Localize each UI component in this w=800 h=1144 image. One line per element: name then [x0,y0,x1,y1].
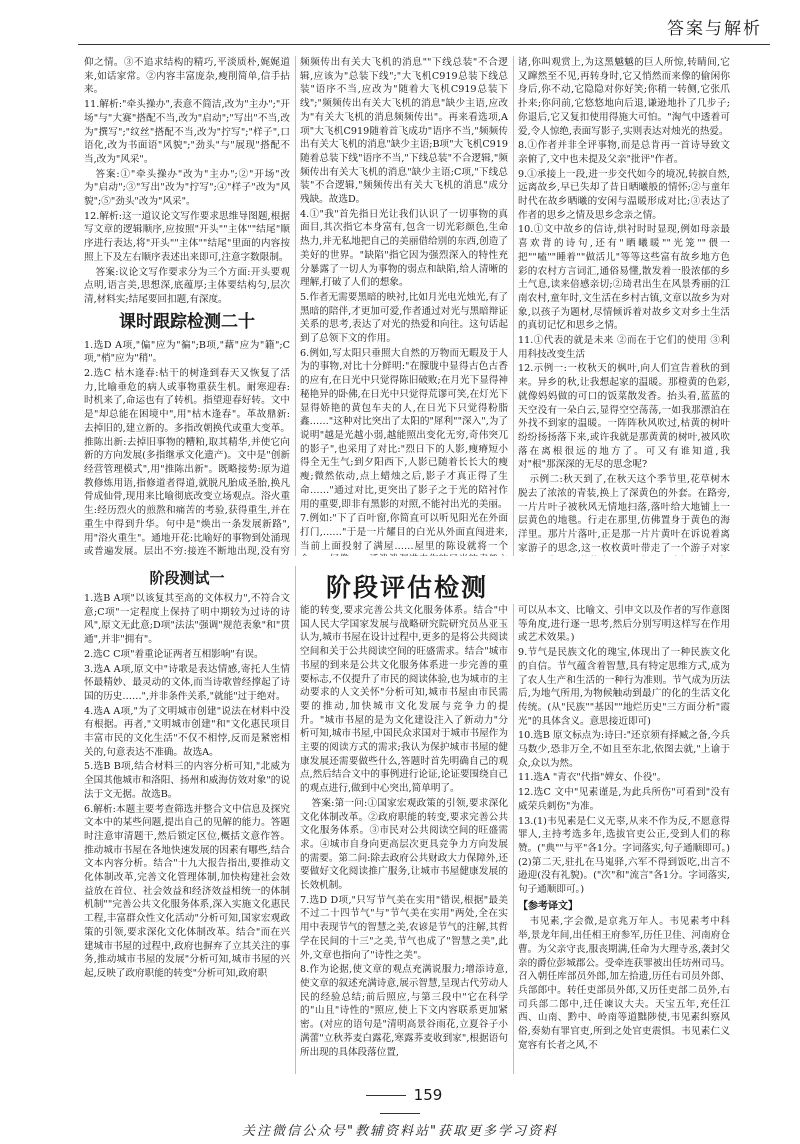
question-9: 9.节气是民族文化的瑰宝,体现出了一种民族文化的自信。节气蕴含着智慧,具有特定思维方式,成为了农人生产和生活的一种行为准则。节气成为历法后,为地气所用,为物候触动到最广的化的生活文化传统。(从"民族""基因""地烂历史"三方面分析"霞光"的具体含义。意思接近即可) [518,647,730,727]
reference-translation: 韦见素,字会微,是京兆万年人。韦见素考中科举,景龙年间,出任相王府参军,历任卫佳、河南府仓曹。为父亲守丧,服丧期满,任命为大理寺丞,袭封父亲的爵位彭城郡公。受牵连获罪被出任坊州司马。召入朝任库部员外郎,加左拾遗,历任右司员外郎、兵部郎中。转任吏部员外郎,又历任吏部二员外,右司兵部二郎中,迁任谏议大夫。天宝五年,充任江西、山南、黔中、岭南等道黜陟使,韦见素纠察风俗,奏劾有罪官吏,所到之处官吏震惧。韦见素仁义宽容有长者之风,不 [518,916,730,1051]
column-divider [295,56,296,556]
question-7: 7.例如:"下了百叶窗,你简直可以听见阳光在外面打门,……"于是一片耀目的白光从外面直闯进来,当前上面投射了满屋……屋里的陈设就将一个 [300,513,508,552]
dash-left [366,1095,406,1096]
question-11-answer: 答案:①"牵头操办"改为"主办";②"开场"改为"启动";③"写出"改为"拧写";④"样子"改为"风貌";⑤"劲头"改为"风采"。 [84,168,290,208]
question-8: 8.①作者并非全评事物,而是总肯再一首诗导致文亲俯了,文中也未提及父亲"批评"作者。 [518,140,730,165]
question-4: 4.①"我"首先指日光让我们认识了一切事物的真面目,其次指它本身富有,包含一切光彩颜色,生命热力,并无私地把自己的美丽借给别的东西,创造了美好的世界。"缺陷"指它因为强烈深入的特性充分暴露了一切人为事物的弱点和缺陷,给人清晰的理解,打破了人们的想象。 [300,208,508,289]
question-12-analysis: 12.解析:这一道议论文写作要求思维导图题,根据写文章的逻辑顺序,应按照"开头""主体""结尾"顺序进行表达,将"开头""主体""结尾"里面的内容按照上下及左右顺序表述出来即可,注意字数限制。 [84,210,290,263]
column-divider [513,56,514,556]
question-11-analysis: 11.解析:"牵头操办",表意不简洁,改为"主办";"开场"与"大赛"搭配不当,改为"启动";"写出"不当,改为"撰写";"纹丝"搭配不当,改为"拧写";"样子",口语化,改为书面语"风貌";"劲头"与"展现"搭配不当,改为"风采"。 [84,99,290,165]
question-1: 1.选D A项,"偏"应为"徧";B项,"藉"应为"籍";C项,"梢"应为"稍"。 [84,339,290,365]
text-block: 能的转变,要求完善公共文化服务体系。结合"中国人民大学国家发展与战略研究院研究员丛亚玉认为,城市书屋在设计过程中,更多的是将公共阅读空间和关于公共阅读空间的旺盛需求。结合"城市书屋的到来是公共文化服务体系进一步完善的重要标志,不仅提升了市民的阅读体验,也为城市的主动要求的人文关怀"分析可知,城市书屋由市民需要的推动,加快城市文化发展与竞争力的提升。"城市书屋的是为文化建设注入了新动力"分析可知,城市书屋,中国民众求国对于城市书屋作为主要的阅读方式的需求;我认为保护城市书屋的健康发展还需要做些什么,答题时首先明确自己的观点,然后结合文中的事例进行论证,论证要围绕自己的观点进行,做到中心突出,简单明了。 [300,605,508,795]
question-13: 13.(1)韦见素是仁义无辜,从来不作为反,不愿意得罪人,主持考选多年,选拔官吏公正,受到人们的称赞。("典""与平"各1分。字词落实,句子通顺即可。)(2)第二天,驻扎在马嵬驿,六军不得到饭吃,出言不逊迎(没有礼貌)。("次"和"流言"各1分。字词落实,句子通顺即可。) [518,815,730,896]
question-12-answer: 答案:议论文写作要求分为三个方面:开头要观点明,语言美,思想深,底蕴厚;主体要结构匀,层次清,材料实;结尾要回扣题,有深度。 [84,266,290,305]
column-2-bottom [300,604,508,1074]
column-2-top [300,56,508,556]
question-1: 1.选B A项"以该复其至高的文体权力",不符合文意;C项"一定程度上保持了明中期较为过诗的诗风",原文无此意;D项"法法"强调"规范表象"和"贯通",并非"拥有"。 [84,593,290,646]
column-divider [513,604,514,1074]
question-11: 11.选A "青衣"代指"婢女、仆役"。 [518,772,667,784]
text-block: 诸,你叫观赏上,为这黑魆魆的巨人所惊,转睛间,它又蹿然至不见,再转身时,它又悄然而来像的偷闲你身后,你不动,它隐隐对你好笑;你稍一转侧,它张爪扑来;你问前,它悠悠地向后退,谦逊地扑了几步子;你退后,它又复扣使用得施大可怕。"淘气中透着可爱,令人惊绝,表面写影子,实则表达对烛光的热爱。 [518,57,730,137]
question-2: 2.选C 枯木逢春:枯干的树逢到春天又恢复了活力,比喻垂危的病人或事物重获生机。耐寒迎春:时机来了,命运也有了转机。指望迎春好转。文中是"却总能在困境中",用"枯木逢春"。革故鼎新:去掉旧的,建立新的。多指改朝换代或重大变革。推陈出新:去掉旧事物的糟粕,取其精华,并使它向新的方向发展(多指继承文化遗产)。文中是"创新经营管理模式",用"推陈出新"。既略接势:原为道教修炼用语,指修道者得道,就脱凡胎成圣胎,换凡骨成仙骨,现用来比喻彻底改变立场观点。浴火重生:经历烈火的煎熬和痛苦的考验,获得重生,并在重生中得到升华。句中是"焕出一条发展新路",用"浴火重生"。通地开花:比喻好的事物到处涌现或普遍发展。层出不穷:接连不断地出现,没有穷 [84,368,290,556]
page-number-text: 159 [413,1086,443,1104]
question-6: 6.解析:本题主要考查筛选并整合文中信息及探究文本中的某些问题,提出自己的见解的能力。答题时注意审清题干,然后锁定区位,概括文意作答。推动城市书屋在各地快速发展的因素有哪些,结合文本内容分析。结合"十九大报告指出,要推动文化体制改革,完善文化管理体制,加快构建社会效益放在首位、社会效益和经济效益相统一的体制机制""完善公共文化服务体系,深入实施文化惠民工程,丰富群众性文化活动"分析可知,国家宏观政策的引领,要求深化文化体制改革。结合"而在兴建城市书屋的过程中,政府也摒弃了立其关注的事务,推动城市书屋的发展"分析可知,城市书屋的兴起,反映了政府职能的转变"分析可知,政府职 [84,803,290,979]
question-3: 3.选A A项,原文中"诗歌是表达情感,寄托人生情怀最精妙、最灵动的文体,而当诗歌曾经撑起了诗国的历史……",并非条件关系,"就能"过于绝对。 [84,663,290,702]
section-title-jieduan: 阶段测试一 [149,569,225,587]
question-4: 4.选A A项,"为了文明城市创建"说法在材料中没有根据。再者,"文明城市创建"和"文化惠民项目丰富市民的文化生活"不仅不相悖,反而是紧密相关的,句意表达不准确。故选A。 [84,705,290,758]
question-2: 2.选C C项"着重论证两者互相影响"有误。 [84,648,264,660]
dash-right [380,1113,420,1114]
question-12-example-1: 12.示例一:一枚秋天的枫叶,向人们宣告着秋的到来。异乡的秋,让我想起家的温暖。那橙黄的色彩,就像妈妈做的可口的饭菜散发香。抬头看,蓝蓝的天空没有一朵白云,显得空空荡荡,一如我那漂泊在外找不到家的温暖。一阵阵秋风吹过,枯黄的树叶纷纷扬扬落下来,或许我就是那黄黄的树叶,被风吹落在离根很远的地方了。可又有谁知道,我对"根"那深深的无尽的思念呢? [518,363,730,471]
question-11: 11.①代表的就是未来 ②而在于它们的使用 ③利用科技改变生活 [518,335,730,360]
text-block: 可以从本文、比喻文、引申文以及作者的写作意图等角度,进行逐一思考,然后分别写明这样写在作用或艺术效果。) [518,605,730,644]
question-12-example-2: 示例二:秋天到了,在秋天这个季节里,花草树木脱去了浓浓的青装,换上了深黄色的外套。在路旁,一片片叶子被秋风无情地扫落,落叶给大地铺上一层黄色的地毯。行走在那里,仿佛置身于黄色的海洋里。那片片落叶,正是那一片片黄叶在诉说着离家游子的思念,这一枚枚黄叶带走了一个游子对家 [518,474,730,554]
question-10: 10.选B 原文标点为:诗曰:"还京须有择臧之备,今兵马数少,恐非万全,不如且至东北,依图去就,"上谕于众,众以为然。 [518,730,730,769]
question-8: 8.作为论据,使文章的观点充满说服力;增添诗意,使文章的叙述充满诗意,展示智慧,呈现古代劳动人民的经验总结;前后照应,与第三段中"它在科学的"山且"诗性的"照应,使上下文内容联系更加紧密。(对应的语句是"清明高景谷雨花,立夏谷子小满蕾"立秋荞麦白露花,寒露荞麦收到家",根据语句所出现的具体段落位置, [300,964,508,1058]
column-3-bottom [518,604,730,1074]
page-header [0,0,800,48]
question-10: 10.①文中故乡的信诗,烘衬时时显现,例如母亲最喜欢背的诗句,还有"晒曦暖""光笼""偎一把""嗑""睡着""做活儿"等等这些富有故乡地方色彩的农村方言词汇,通俗易懂,散发着一股浓郁的乡土气息,读来倍感亲切;②琦君出生在风景秀丽的江南农村,童年时,文生活在乡村古镇,文章以故乡为对象,以孩子为题材,尽情倾诉着对故乡文对乡土生活的真切记忆和思乡之情。 [518,224,730,332]
question-12: 12.选C 文中"见素谨是,为此兵所伤"可看到"没有威荣兵刺伤"为准。 [518,787,730,812]
column-1-bottom [84,566,290,1074]
header-rule [78,44,770,45]
column-3-top [518,56,730,556]
column-divider [295,566,296,1074]
text-block: 仰之情。③不追求结构的精巧,平淡质朴,娓娓道来,如话家常。②内容丰富庞杂,瘦削简单,信手拈来。 [84,57,290,96]
answer-block: 答案:第一问:①国家宏观政策的引领,要求深化文化体制改革。②政府职能的转变,要求完善公共文化服务体系。③市民对公共阅读空间的旺盛需求。④城市自身向更高层次更具竞争力方向发展的需要。第二问:除去政府公共财政大力保障外,还要做好文化阅读推广服务,让城市书屋健康发展的长效机制。 [300,797,508,892]
reference-translation-heading: 【参考译文】 [518,900,578,912]
question-5: 5.作者无需要黑暗的映衬,比如月光电光烛光,有了黑暗的陪伴,才更加可爱,作者通过对光与黑暗辩证关系的思考,表达了对光的热爱和向往。这句话起到了总领下文的作用。 [300,291,508,345]
footer-text: 关注微信公众号"教辅资料站"获取更多学习资料 [242,1124,558,1139]
question-6: 6.例如,写太阳只垂照大自然的万物而无暇及于人为的事物,对比十分鲜明:"在朦胧中显得古色古香的应有,在日光中只觉得陈旧破败;在月光下显得神秘艳异的卧佛,在日光中只觉得荒谬可笑,在灯光下显得娇艳的黄包车夫的人,在日光下只觉得粉脂鑫……"这种对比突出了太阳的"犀利""深入",为了说明"越是光越小弱,越能照出变化无穷,奇伟突兀的影子",也采用了对比:"烈日下的人影,瘦瘠短小得全无生气;到夕阳西下,人影已随着长长大的瘦瘦;微然依动,点上蜡烛之后,影子才真正得了生命……"通过对比,更突出了影子之于光的陪衬作用的重要,即非有黑影的对照,不能衬出光的美丽。 [300,347,508,510]
big-section-title: 阶段评估检测 [325,573,488,602]
header-title: 答案与解析 [667,19,762,39]
section-title-keshi: 课时跟踪检测二十 [119,311,255,332]
text-block: 频频传出有关大飞机的消息""下线总装"不合逻辑,应该为"总装下线";"大飞机C919总装下线总装"语序不当,应改为"随着大飞机C919总装下线";"频频传出有关大飞机的消息"缺少主语,应改为"有关大飞机的消息频频传出"。再来看选项,A项"大飞机C919随着首飞成功"语序不当,"频频传出有关大飞机的消息"缺少主语;B项"大飞机C919随着总装下线"语序不当,"下线总装"不合逻辑,"频频传出有关大飞机的消息"缺少主语;C项,"下线总装"不合逻辑,"频频传出有关大飞机的消息"成分残缺。故选D。 [300,57,508,206]
question-9: 9.①承接上一段,进一步交代如今的境况,转捩自然,远离故乡,早已失却了昔日晒曦般的情怀;②与童年时代在故乡晒曦的安闲与温暖形成对比;③表达了作者的思乡之情及思乡念亲之情。 [518,168,730,221]
question-7: 7.选D D项,"只写节气美在实用"错误,根据"最美不过二十四节气"与"节气美在实用"两处,全在实用中表现节气的智慧之美,农谚是节气的注解,其哲学在民间的十三"之美,节气也成了"智慧之美",此外,文章也指向了"诗性之美"。 [300,894,508,961]
question-5: 5.选B B项,结合材料三的内容分析可知,"北威为全国其他城市和洛阳、扬州和威海仿效对象"的说法于文无据。故选B。 [84,761,290,800]
column-1-top [84,56,290,556]
page-number [330,1086,470,1122]
